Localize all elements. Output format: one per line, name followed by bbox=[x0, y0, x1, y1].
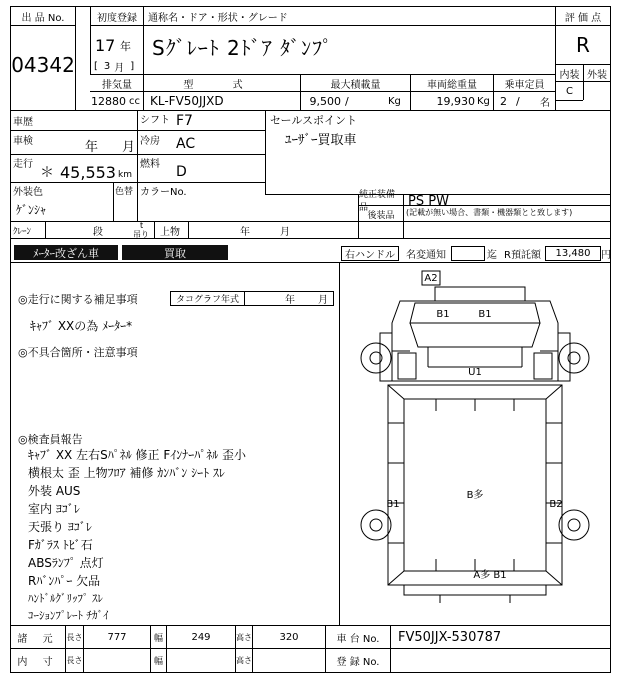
odometer-tamper-flag: ﾒｰﾀｰ改ざん車 bbox=[14, 245, 118, 260]
mark-a-multi-b1: A多 B1 bbox=[473, 569, 507, 581]
model-code: KL-FV50JJXD bbox=[150, 94, 224, 108]
report-line: 天張り ﾖｺﾞﾚ bbox=[28, 520, 92, 534]
report-line: ｺｰｼｮﾝﾌﾟﾚｰﾄ ﾁｶﾞｲ bbox=[28, 609, 109, 622]
report-line: Fｶﾞﾗｽ ﾄﾋﾞ石 bbox=[28, 538, 93, 552]
tax-label: R預託額 bbox=[504, 250, 541, 261]
capacity-sep: / bbox=[516, 94, 520, 108]
report-line: Rﾊﾞﾝﾊﾟｰ 欠品 bbox=[28, 574, 101, 588]
interior-grade-label: 内装 bbox=[559, 69, 580, 81]
max-load-label: 最大積載量 bbox=[330, 79, 381, 91]
reg-month-unit: 月 bbox=[114, 62, 125, 74]
reg-month-block: [ 3 月 ] bbox=[94, 60, 135, 74]
mark-b1-right: B1 bbox=[478, 308, 492, 320]
grade-label: 評 価 点 bbox=[564, 12, 602, 24]
displacement: 12880 bbox=[91, 94, 126, 108]
equipment-value: PS PW bbox=[408, 193, 449, 209]
dims-label: 諸 元 bbox=[17, 633, 59, 645]
crane-label: ｸﾚｰﾝ bbox=[13, 226, 32, 237]
report-line: ABSﾗﾝﾌﾟ 点灯 bbox=[28, 556, 104, 570]
tacho-year-unit: 年 bbox=[285, 295, 295, 306]
mileage-label: 走行 bbox=[13, 158, 33, 170]
upper-year-unit: 年 bbox=[240, 226, 250, 238]
reg-year: 17 bbox=[95, 35, 116, 55]
reg-month: 3 bbox=[103, 60, 111, 72]
supplement-text: ｷｬﾌﾞ XXの為 ﾒｰﾀｰ* bbox=[30, 318, 133, 333]
upper-label: 上物 bbox=[160, 226, 180, 238]
interior-dims-label: 内 寸 bbox=[17, 657, 59, 668]
gvw-unit: Kg bbox=[477, 95, 490, 107]
gvw-label: 車両総重量 bbox=[427, 79, 477, 91]
lot-no-label: 出 品 No. bbox=[21, 12, 65, 24]
color-change-label: 色替 bbox=[115, 186, 134, 197]
height-value: 320 bbox=[279, 631, 299, 643]
max-load-sep: / bbox=[345, 94, 349, 108]
mark-b1-side: B1 bbox=[386, 498, 400, 510]
capacity-label: 乗車定員 bbox=[504, 79, 545, 91]
chassis-value: FV50JJX-530787 bbox=[398, 629, 502, 645]
rhd-label: 右ハンドル bbox=[345, 250, 395, 261]
mileage-mark: ＊ bbox=[40, 165, 54, 181]
width-value: 249 bbox=[191, 631, 211, 643]
sales-point: ﾕｰｻﾞｰ買取車 bbox=[285, 132, 357, 148]
inspection-month-unit: 月 bbox=[122, 139, 136, 155]
history-label: 車歴 bbox=[13, 116, 33, 128]
name-change-label: 名変通知 bbox=[406, 250, 446, 261]
report-line: ﾊﾝﾄﾞﾙｸﾞﾘｯﾌﾟ ｽﾚ bbox=[28, 592, 103, 605]
ac-label: 冷房 bbox=[140, 135, 160, 147]
lot-no-value: 04342 bbox=[11, 53, 75, 77]
displacement-unit: cc bbox=[129, 95, 140, 107]
mark-u1: U1 bbox=[468, 366, 482, 378]
report-line: 横根太 歪 上物ﾌﾛｱ 補修 ｶﾝﾊﾞﾝ ｼｰﾄ ｽﾚ bbox=[28, 466, 225, 480]
purchase-flag: 買取 bbox=[122, 245, 228, 260]
crane-ton-unit: t bbox=[140, 220, 144, 230]
length-value: 777 bbox=[107, 631, 127, 643]
chassis-label: 車 台 No. bbox=[336, 633, 380, 645]
fuel-value: D bbox=[176, 164, 187, 180]
report-line: 室内 ﾖｺﾞﾚ bbox=[28, 502, 80, 516]
length-label: 長さ bbox=[66, 632, 83, 642]
gvw: 19,930 bbox=[436, 94, 475, 108]
grade-value: R bbox=[576, 33, 590, 57]
tacho-label: タコグラフ年式 bbox=[175, 295, 239, 305]
capacity: 2 bbox=[500, 94, 507, 108]
aftermarket-label: 後装品 bbox=[367, 210, 395, 221]
exterior-grade-label: 外装 bbox=[587, 69, 607, 81]
supplement-label: ◎走行に関する補足事項 bbox=[18, 293, 138, 306]
model-title-label: 通称名・ドア・形状・グレード bbox=[148, 12, 288, 24]
upper-month-unit: 月 bbox=[280, 226, 290, 238]
fuel-label: 燃料 bbox=[140, 158, 160, 170]
ac-value: AC bbox=[176, 136, 196, 152]
tax-prefix: 迄 bbox=[487, 250, 497, 261]
model-code-label: 型 式 bbox=[183, 79, 261, 91]
width-label: 幅 bbox=[153, 633, 163, 644]
mark-b1-left: B1 bbox=[436, 308, 450, 320]
tacho-month-unit: 月 bbox=[318, 295, 328, 306]
model-name: Sｸﾞﾚｰﾄ 2ﾄﾞｱ ﾀﾞﾝﾌﾟ bbox=[152, 35, 334, 60]
defect-label: ◎不具合箇所・注意事項 bbox=[18, 346, 138, 359]
equipment-label: 純正装備品 bbox=[359, 190, 396, 213]
max-load: 9,500 bbox=[309, 94, 341, 108]
shift-label: シフト bbox=[140, 114, 170, 126]
height-label-2: 高さ bbox=[236, 656, 252, 665]
mark-a2: A2 bbox=[424, 272, 438, 284]
length-label-2: 長さ bbox=[66, 656, 83, 665]
inspection-label: 車検 bbox=[13, 135, 33, 147]
displacement-label: 排気量 bbox=[102, 79, 132, 91]
reg-year-unit: 年 bbox=[120, 40, 131, 53]
color-code-label: カラーNo. bbox=[140, 186, 187, 198]
width-label-2: 幅 bbox=[153, 657, 163, 667]
tax-unit: 円 bbox=[601, 250, 611, 261]
inspector-report bbox=[28, 446, 334, 624]
mark-b-multi: B多 bbox=[466, 489, 484, 501]
report-line: 外装 AUS bbox=[28, 484, 81, 498]
sales-point-label: セールスポイント bbox=[270, 114, 358, 127]
aftermarket-note: (記載が無い場合、書類・機器類とと致します) bbox=[406, 207, 573, 217]
crane-hang-unit: 吊り bbox=[133, 229, 149, 239]
color-label: 外装色 bbox=[13, 186, 43, 198]
inspection-year-unit: 年 bbox=[85, 139, 99, 155]
first-reg-label: 初度登録 bbox=[97, 12, 137, 24]
capacity-unit: 名 bbox=[540, 97, 550, 109]
mileage-value: 45,553 bbox=[60, 162, 116, 182]
color-value: ｹﾞﾝｼｬ bbox=[16, 202, 47, 217]
height-label: 高さ bbox=[236, 632, 252, 642]
exterior-grade: C bbox=[566, 85, 573, 97]
shift-value: F7 bbox=[176, 113, 193, 129]
report-line: ｷｬﾌﾞ XX 左右Sﾊﾟﾈﾙ 修正 Fｲﾝﾅｰﾊﾟﾈﾙ 歪小 bbox=[28, 448, 247, 462]
mileage-unit: km bbox=[118, 170, 132, 180]
inspector-label: ◎検査員報告 bbox=[18, 433, 83, 446]
tax-amount: 13,480 bbox=[555, 248, 591, 259]
reg-no-label: 登 録 No. bbox=[336, 657, 380, 668]
crane-stage-unit: 段 bbox=[93, 226, 103, 238]
mark-b2-side: B2 bbox=[549, 498, 563, 510]
max-load-unit: Kg bbox=[388, 95, 401, 107]
